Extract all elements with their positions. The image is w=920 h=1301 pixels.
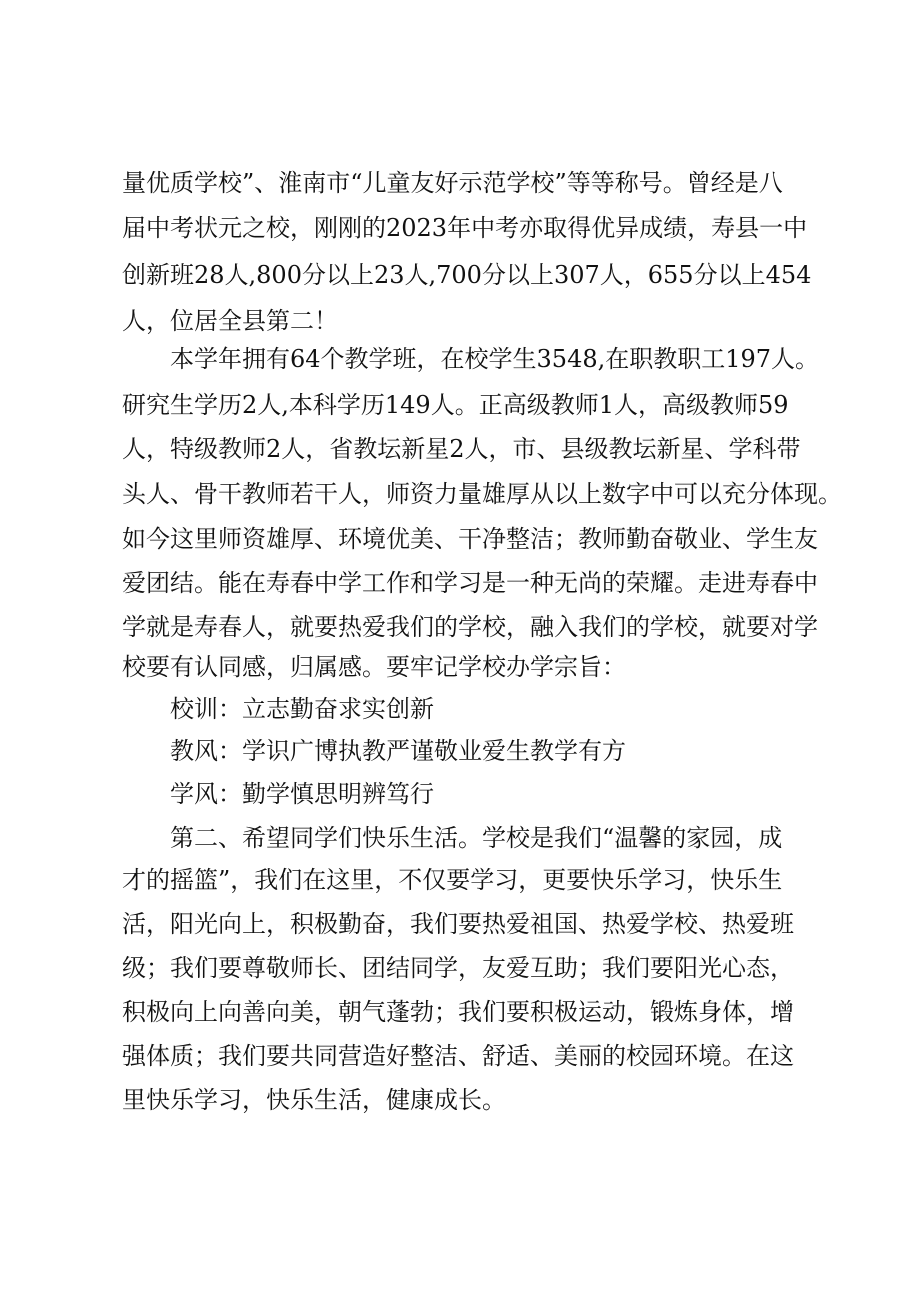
motto-line: 教风：学识广博执教严谨敬业爱生教学有方 [170,737,626,765]
paragraph-line: 研究生学历2人,本科学历149人。正高级教师1人，高级教师59 [122,391,789,419]
paragraph-line: 强体质；我们要共同营造好整洁、舒适、美丽的校园环境。在这 [122,1042,794,1070]
paragraph-line: 第二、希望同学们快乐生活。学校是我们“温馨的家园，成 [170,824,783,852]
paragraph-line: 本学年拥有64个教学班，在校学生3548,在职教职工197人。 [170,345,820,373]
paragraph-line: 人，特级教师2人，省教坛新星2人，市、县级教坛新星、学科带 [122,435,801,463]
paragraph-line: 学就是寿春人，就要热爱我们的学校，融入我们的学校，就要对学 [122,613,818,641]
paragraph-line: 活，阳光向上，积极勤奋，我们要热爱祖国、热爱学校、热爱班 [122,910,794,938]
paragraph-line: 头人、骨干教师若干人，师资力量雄厚从以上数字中可以充分体现。 [122,480,842,508]
motto-line: 学风：勤学慎思明辨笃行 [170,780,434,808]
paragraph-line: 爱团结。能在寿春中学工作和学习是一种无尚的荣耀。走进寿春中 [122,569,818,597]
paragraph-line: 级；我们要尊敬师长、团结同学，友爱互助；我们要阳光心态， [122,954,794,982]
paragraph-line: 人，位居全县第二！ [122,307,338,335]
paragraph-line: 创新班28人,800分以上23人,700分以上307人，655分以上454 [122,261,812,289]
paragraph-line: 里快乐学习，快乐生活，健康成长。 [122,1086,506,1114]
paragraph-line: 才的摇篮”，我们在这里，不仅要学习，更要快乐学习，快乐生 [122,866,783,894]
paragraph-line: 量优质学校”、淮南市“儿童友好示范学校”等等称号。曾经是八 [122,169,783,197]
paragraph-line: 积极向上向善向美，朝气蓬勃；我们要积极运动，锻炼身体，增 [122,998,794,1026]
paragraph-line: 校要有认同感，归属感。要牢记学校办学宗旨： [122,653,626,681]
paragraph-line: 届中考状元之校，刚刚的2023年中考亦取得优异成绩，寿县一中 [122,214,808,242]
paragraph-line: 如今这里师资雄厚、环境优美、干净整洁；教师勤奋敬业、学生友 [122,525,818,553]
motto-line: 校训：立志勤奋求实创新 [170,695,434,723]
